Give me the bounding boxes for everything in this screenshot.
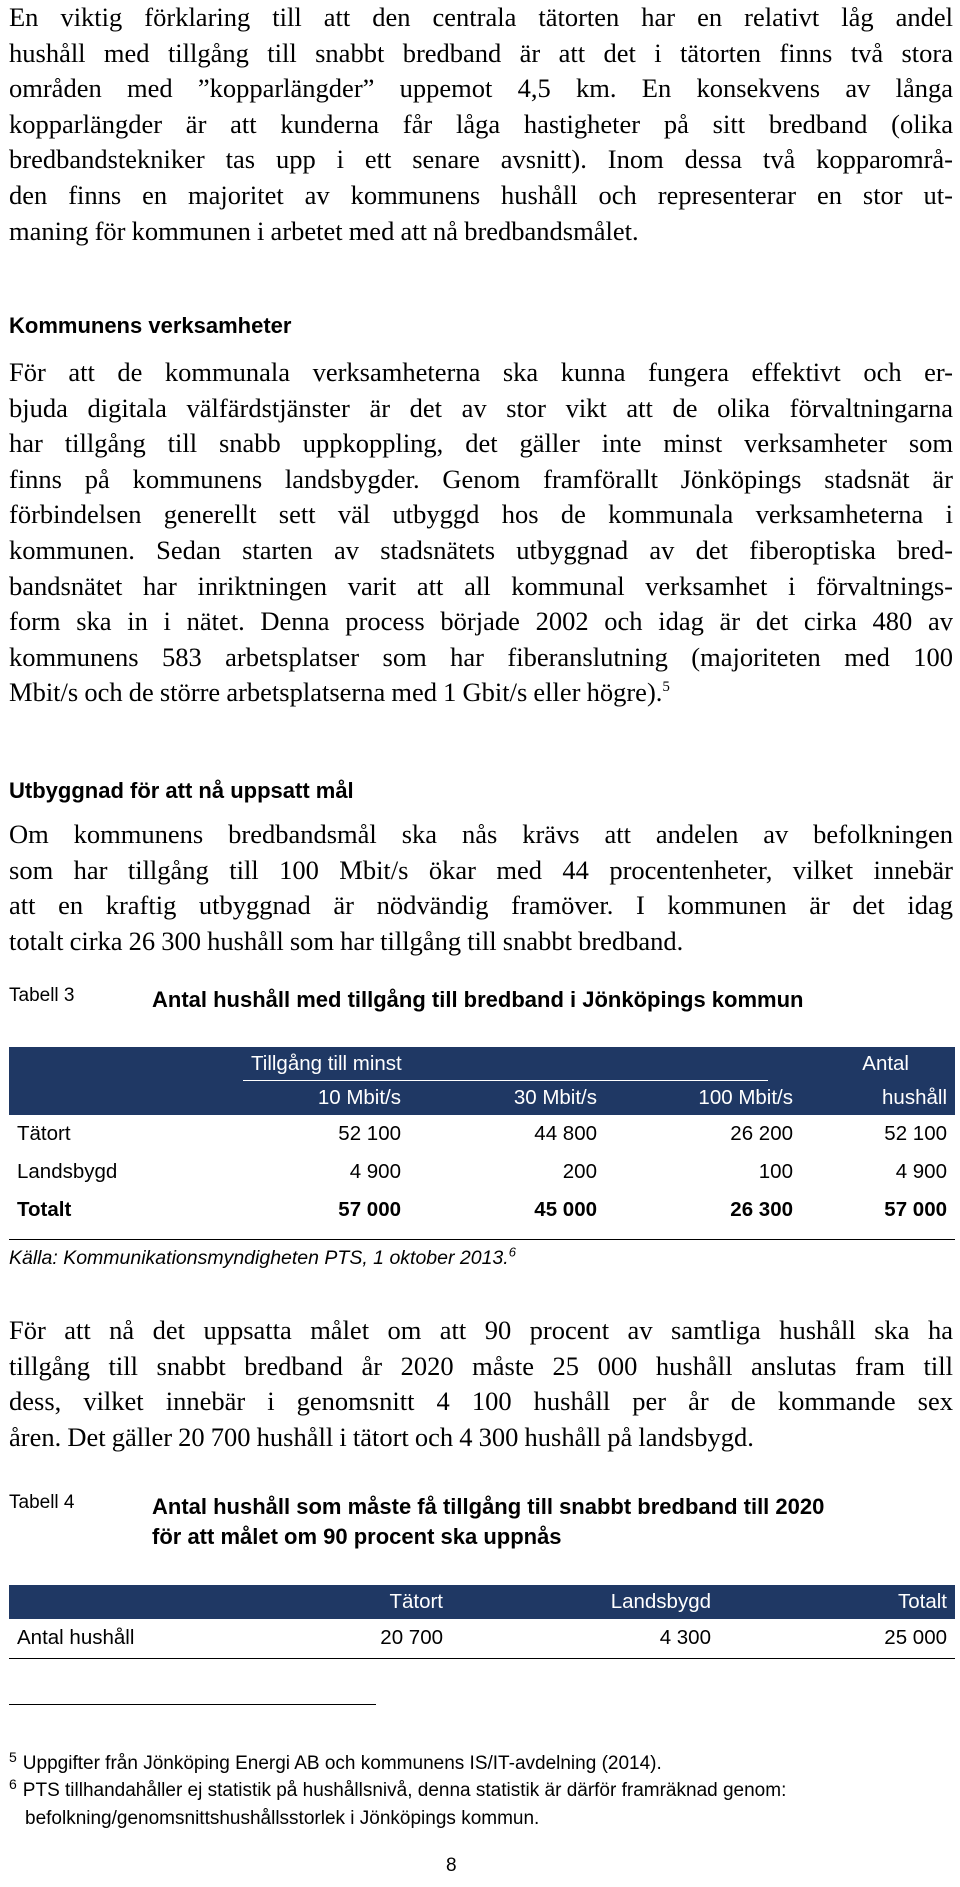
table3-header-cell <box>9 1081 229 1115</box>
table4-title-line: för att målet om 90 procent ska uppnås <box>152 1524 562 1549</box>
table4-label: Tabell 4 <box>9 1492 75 1513</box>
text-line: att en kraftig utbyggnad är nödvändig framöver. I kommunen är det idag <box>9 890 953 921</box>
text: Mbit/s och de större arbetsplatserna med 1 Gbit/s eller högre). <box>9 677 663 708</box>
table4-header-row <box>9 1585 955 1619</box>
table-row-total <box>9 1191 955 1229</box>
text-line: totalt cirka 26 300 hushåll som har tillgång till snabbt bredband. <box>9 925 684 956</box>
table3-title: Antal hushåll med tillgång till bredband i Jönköpings kommun <box>152 987 804 1012</box>
cell: 20 700 <box>380 1626 443 1649</box>
section-paragraph-utbyggnad <box>9 817 953 959</box>
footnote-separator <box>9 1704 376 1705</box>
table4-title-line: Antal hushåll som måste få tillgång till snabbt bredband till 2020 <box>152 1494 825 1519</box>
table3-header-row-bottom <box>9 1081 955 1115</box>
cell: 44 800 <box>534 1122 597 1145</box>
section-heading-utbyggnad: Utbyggnad för att nå uppsatt mål <box>9 778 354 803</box>
text-line: Om kommunens bredbandsmål ska nås krävs att andelen av befolkningen <box>9 819 953 849</box>
page-number: 8 <box>446 1855 457 1876</box>
footnote-ref[interactable]: 6 <box>508 1244 516 1260</box>
section-paragraph-mal <box>9 1313 953 1455</box>
table4-col-totalt: Totalt <box>898 1590 947 1613</box>
table3-caption <box>9 985 953 1015</box>
text-line: form ska in i nätet. Denna process började 2002 och idag är det cirka 480 av <box>9 606 953 637</box>
row-label: Antal hushåll <box>17 1626 135 1649</box>
cell: 4 900 <box>349 1160 401 1183</box>
row-label: Landsbygd <box>17 1160 118 1183</box>
table4-col-landsbygd: Landsbygd <box>610 1590 711 1613</box>
text-line: bjuda digitala välfärdstjänster är det av stor vikt att de olika förvaltningarna <box>9 392 953 423</box>
footnote-6 <box>9 1777 786 1833</box>
text-line: åren. Det gäller 20 700 hushåll i tätort och 4 300 hushåll på landsbygd. <box>9 1421 754 1452</box>
text-line: som har tillgång till 100 Mbit/s ökar med 44 procentenheter, vilket innebär <box>9 854 953 885</box>
text-line: kopparlängder är att kunderna får låga hastigheter på sitt bredband (olika <box>9 108 953 139</box>
cell: 45 000 <box>534 1198 597 1221</box>
table3-source <box>9 1244 516 1270</box>
table3-col-10mbit: 10 Mbit/s <box>317 1086 401 1109</box>
text-line: dess, vilket innebär i genomsnitt 4 100 hushåll per år de kommande sex <box>9 1386 953 1417</box>
row-label: Totalt <box>17 1198 72 1221</box>
text-line: kommunen. Sedan starten av stadsnätets utbyggnad av det fiberoptiska bred- <box>9 534 953 565</box>
cell: 4 900 <box>895 1160 947 1183</box>
section-heading-verksamheter: Kommunens verksamheter <box>9 313 292 338</box>
cell: 52 100 <box>884 1122 947 1145</box>
cell: 52 100 <box>338 1122 401 1145</box>
source-text: Källa: Kommunikationsmyndigheten PTS, 1 oktober 2013. <box>9 1247 509 1269</box>
text-line: För att nå det uppsatta målet om att 90 procent av samtliga hushåll ska ha <box>9 1315 953 1345</box>
cell: 26 200 <box>730 1122 793 1145</box>
text-line: bandsnätet har inriktningen varit att all kommunal verksamhet i förvaltnings- <box>9 570 953 601</box>
table4-header-cell <box>9 1585 271 1619</box>
intro-paragraph <box>9 0 953 249</box>
table3-col-30mbit: 30 Mbit/s <box>513 1086 597 1109</box>
text-line: förbindelsen generellt sett väl utbyggd hos de kommunala verksamheterna i <box>9 499 953 530</box>
table3-group-header: Tillgång till minst <box>243 1048 768 1081</box>
text-line: maning för kommunen i arbetet med att nå bredbandsmålet. <box>9 215 639 246</box>
table4-bottom-rule <box>9 1658 955 1659</box>
row-label: Tätort <box>17 1122 71 1145</box>
table3-header-row-top <box>9 1047 955 1081</box>
text-line: områden med ”kopparlängder” uppemot 4,5 km. En konsekvens av långa <box>9 73 953 104</box>
table3-antal-bottom: hushåll <box>882 1086 947 1109</box>
text-line: bredbandstekniker tas upp i ett senare avsnitt). Inom dessa två kopparområ- <box>9 144 953 175</box>
text-line: hushåll med tillgång till snabbt bredband är att det i tätorten finns två stora <box>9 37 953 68</box>
cell: 100 <box>758 1160 793 1183</box>
table4-col-tatort: Tätort <box>389 1590 443 1613</box>
table3-group-header-cell <box>229 1047 801 1081</box>
table3 <box>9 1047 955 1229</box>
cell: 57 000 <box>884 1198 947 1221</box>
table-row <box>9 1153 955 1191</box>
table3-header-cell <box>9 1047 229 1081</box>
table-row <box>9 1115 955 1153</box>
footnote-5 <box>9 1750 662 1778</box>
footnote-text: PTS tillhandahåller ej statistik på hushållsnivå, denna statistik är därför framräknad genom: <box>22 1780 787 1801</box>
footnote-text: Uppgifter från Jönköping Energi AB och kommunens IS/IT-avdelning (2014). <box>22 1753 662 1774</box>
table4-title <box>152 1492 824 1552</box>
table3-antal-top: Antal <box>862 1052 909 1075</box>
footnote-ref[interactable]: 5 <box>662 679 670 696</box>
cell: 57 000 <box>338 1198 401 1221</box>
text-line: har tillgång till snabb uppkoppling, det gäller inte minst verksamheter som <box>9 428 953 459</box>
cell: 26 300 <box>730 1198 793 1221</box>
text-line-last <box>9 675 953 711</box>
table-row <box>9 1619 955 1657</box>
text-line: En viktig förklaring till att den centrala tätorten har en relativt låg andel <box>9 2 953 32</box>
text-line: den finns en majoritet av kommunens hushåll och representerar en stor ut- <box>9 179 953 210</box>
text-line: För att de kommunala verksamheterna ska kunna fungera effektivt och er- <box>9 357 953 387</box>
footnote-text-cont: befolkning/genomsnittshushållsstorlek i Jönköpings kommun. <box>25 1808 540 1829</box>
table4 <box>9 1585 955 1657</box>
text-line: finns på kommunens landsbygder. Genom framförallt Jönköpings stadsnät är <box>9 463 953 494</box>
text-line: kommunens 583 arbetsplatser som har fiberanslutning (majoriteten med 100 <box>9 641 953 672</box>
footnote-number: 6 <box>9 1775 17 1792</box>
section-paragraph-verksamheter <box>9 355 953 711</box>
cell: 25 000 <box>884 1626 947 1649</box>
cell: 200 <box>562 1160 597 1183</box>
table3-bottom-rule <box>9 1239 955 1240</box>
table3-label: Tabell 3 <box>9 985 75 1006</box>
footnote-number: 5 <box>9 1748 17 1765</box>
cell: 4 300 <box>659 1626 711 1649</box>
text-line: tillgång till snabbt bredband år 2020 måste 25 000 hushåll anslutas fram till <box>9 1350 953 1381</box>
table3-col-100mbit: 100 Mbit/s <box>698 1086 793 1109</box>
table4-caption <box>9 1492 953 1552</box>
